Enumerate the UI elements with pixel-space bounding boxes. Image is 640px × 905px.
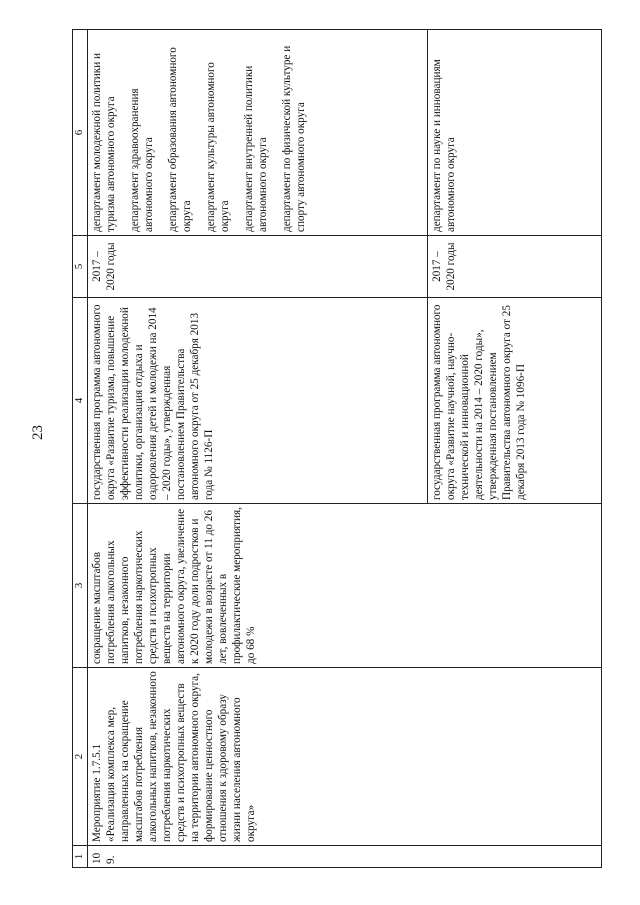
column-header-1: 1 (73, 846, 88, 868)
responsible-departments (88, 30, 428, 236)
department-item: департамент культуры автономного округа (205, 62, 231, 232)
measures-table (72, 29, 602, 868)
department-item: департамент здравоохранения автономного округа (129, 88, 155, 232)
column-header-4: 4 (73, 298, 88, 504)
department-item: департамент по науке и инновациям автономного округа (431, 59, 457, 232)
page-number: 23 (30, 425, 46, 440)
responsible-departments (428, 30, 602, 236)
program-term: 2017 – 2020 годы (428, 236, 602, 298)
column-number-row (73, 30, 88, 868)
department-item: департамент образования автономного округа (167, 47, 193, 232)
column-header-2: 2 (73, 668, 88, 846)
column-header-6: 6 (73, 30, 88, 236)
department-item: департамент внутренней политики автономного округа (243, 65, 269, 232)
department-item: департамент по физической культуре и спорту автономного округа (281, 45, 307, 232)
program-term: 2017 – 2020 годы (88, 236, 428, 298)
column-header-3: 3 (73, 504, 88, 668)
program-name: государственная программа автономного округа «Развитие научной, научно-технической и инновационной деятельности на 2014 – 2020 годы», утвержденная постановлением Правительства автономного округа от 25 декабря 2013 года № 1096-П (428, 298, 602, 504)
table-row (88, 30, 428, 868)
target-indicator: сокращение масштабов потребления алкогольных напитков, незаконного потребления наркотических средств и психотропных веществ на территории автономного округа, увеличение к 2020 году доли подростков и молодежи в возрасте от 11 до 26 лет, вовлеченных в профилактические мероприятия, до 68 % (88, 504, 602, 668)
column-header-5: 5 (73, 236, 88, 298)
department-item: департамент молодежной политики и туризма автономного округа (91, 53, 117, 232)
row-number: 109. (88, 846, 602, 868)
rotated-table-wrapper (72, 30, 602, 868)
program-name: государственная программа автономного округа «Развитие туризма, повышение эффективности реализации молодежной политики, организация отдыха и оздоровления детей и молодежи на 2014 – 2020 годы», утвержденная постановлением Правительства автономного округа от 25 декабря 2013 года № 1126-П (88, 298, 428, 504)
measure-name: Мероприятие 1.7.5.1 «Реализация комплекса мер, направленных на сокращение масштабов потребления алкогольных напитков, незаконного потребления наркотических средств и психотропных веществ на территории автономного округа, формирование ценностного отношения к здоровому образу жизни населения автономного округа» (88, 668, 602, 846)
